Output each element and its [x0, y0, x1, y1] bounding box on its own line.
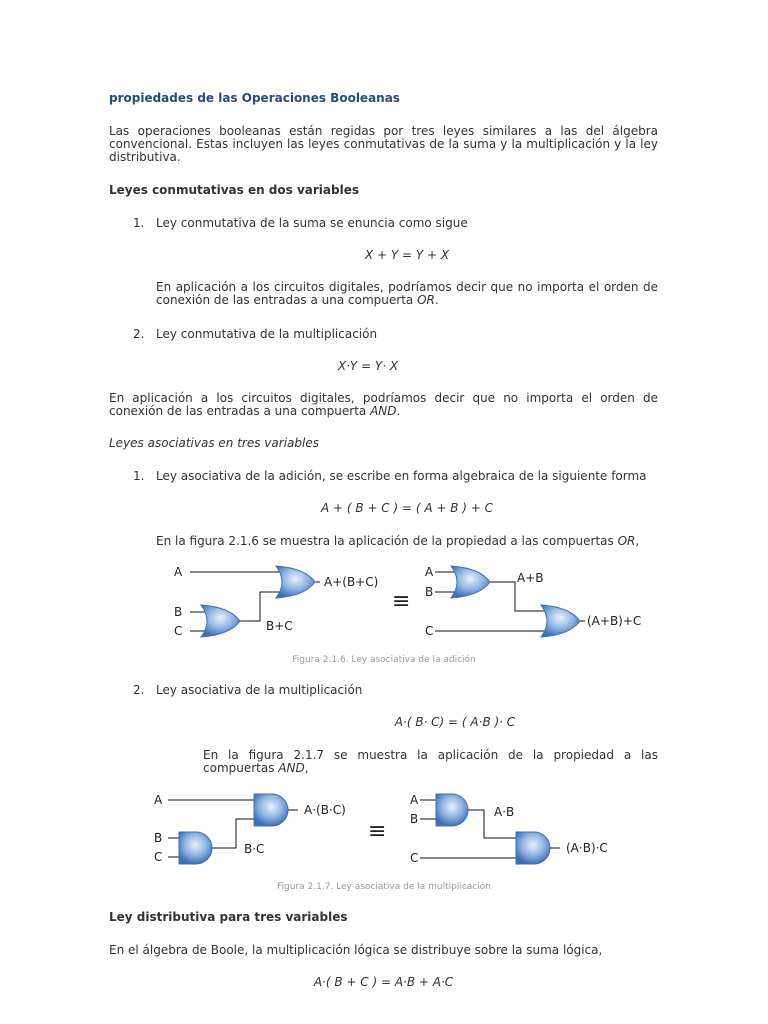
- and-gate: [254, 794, 288, 826]
- input-label-b: B: [174, 605, 183, 619]
- input-label-b: B: [154, 831, 163, 845]
- distributive-formula: A·( B + C ) = A·B + A·C: [313, 975, 454, 989]
- page-title: propiedades de las Operaciones Booleanas: [109, 91, 400, 105]
- input-label-a: A: [174, 565, 183, 579]
- commutative-sum-formula: X + Y = Y + X: [364, 248, 450, 262]
- and-gate: [436, 794, 468, 826]
- list-number: 2.: [133, 683, 145, 697]
- associative-mult-description: En la figura 2.1.7 se muestra la aplicación de la propiedad a las compuertas AND,: [203, 748, 658, 775]
- input-label-a: A: [425, 565, 434, 579]
- associative-mult-formula: A·( B· C) = ( A·B )· C: [394, 715, 516, 729]
- or-gate: [451, 566, 490, 598]
- equivalence-symbol: ≡: [392, 589, 411, 614]
- intermediate-label: A·B: [494, 805, 515, 819]
- input-label-c: C: [410, 851, 419, 865]
- input-label-b: B: [425, 585, 434, 599]
- distributive-text: En el álgebra de Boole, la multiplicación lógica se distribuye sobre la suma lógica,: [109, 943, 603, 957]
- and-gate: [516, 832, 550, 864]
- figure-or-associative: [160, 556, 660, 646]
- associative-sum-description: En la figura 2.1.6 se muestra la aplicación de la propiedad a las compuertas OR,: [156, 534, 640, 548]
- distributive-heading: Ley distributiva para tres variables: [109, 910, 348, 924]
- figure-and-associative: [148, 786, 648, 872]
- commutative-sum-label: Ley conmutativa de la suma se enuncia como sigue: [156, 216, 468, 230]
- list-number: 2.: [133, 327, 145, 341]
- associative-mult-label: Ley asociativa de la multiplicación: [156, 683, 363, 697]
- output-label: A+(B+C): [324, 575, 379, 589]
- input-label-a: A: [154, 793, 163, 807]
- input-label-c: C: [174, 624, 183, 638]
- intermediate-label: B+C: [266, 619, 293, 633]
- list-number: 1.: [133, 216, 145, 230]
- intermediate-label: B·C: [244, 842, 265, 856]
- input-label-c: C: [154, 850, 163, 864]
- or-gate: [541, 605, 580, 637]
- input-label-c: C: [425, 624, 434, 638]
- commutative-mult-label: Ley conmutativa de la multiplicación: [156, 327, 378, 341]
- output-label: (A+B)+C: [587, 614, 642, 628]
- equivalence-symbol: ≡: [368, 819, 387, 844]
- associative-sum-label: Ley asociativa de la adición, se escribe en forma algebraica de la siguiente forma: [156, 469, 647, 483]
- input-label-b: B: [410, 812, 419, 826]
- commutative-sum-description: En aplicación a los circuitos digitales, podríamos decir que no importa el orden de conexión de las entradas a una compuerta OR.: [156, 280, 658, 307]
- commutative-heading: Leyes conmutativas en dos variables: [109, 183, 359, 197]
- and-gate: [179, 832, 212, 864]
- or-gate: [201, 605, 240, 637]
- figure-caption: Figura 2.1.7. Ley asociativa de la multiplicación: [277, 882, 491, 892]
- output-label: (A·B)·C: [566, 841, 608, 855]
- or-gate: [276, 566, 315, 598]
- associative-sum-formula: A + ( B + C ) = ( A + B ) + C: [320, 501, 494, 515]
- input-label-a: A: [410, 793, 419, 807]
- output-label: A·(B·C): [304, 803, 346, 817]
- figure-caption: Figura 2.1.6. Ley asociativa de la adición: [292, 655, 476, 665]
- commutative-mult-formula: X·Y = Y· X: [337, 359, 399, 373]
- intermediate-label: A+B: [517, 571, 544, 585]
- list-number: 1.: [133, 469, 145, 483]
- associative-heading: Leyes asociativas en tres variables: [109, 436, 319, 450]
- commutative-mult-description: En aplicación a los circuitos digitales, podríamos decir que no importa el orden de conexión de las entradas a una compuerta AND.: [109, 391, 658, 418]
- intro-paragraph: Las operaciones booleanas están regidas por tres leyes similares a las del álgebra convencional. Estas incluyen las leyes conmutativas de la suma y la multiplicación y la ley distributiva.: [109, 124, 658, 164]
